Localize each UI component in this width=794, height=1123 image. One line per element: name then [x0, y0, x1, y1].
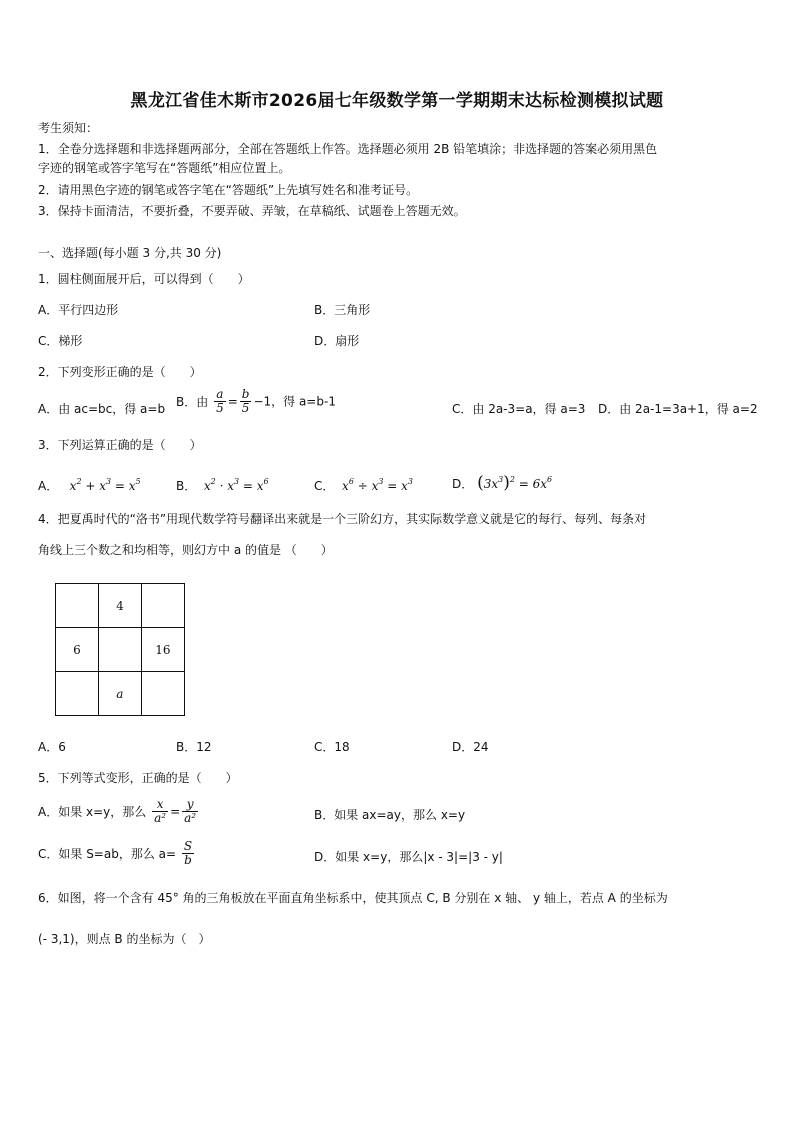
- option-label: D．: [452, 477, 474, 491]
- q1-stem: 1．圆柱侧面展开后，可以得到（ ）: [38, 272, 250, 286]
- q3-option-d: [452, 472, 552, 492]
- fraction-denominator: b: [184, 853, 192, 867]
- q2-option-c: C．由 2a-3=a，得 a=3: [452, 402, 586, 416]
- q1-option-c: C．梯形: [38, 334, 83, 348]
- q3-expr-b: $x^2 \cdot x^3 = x^6$: [200, 477, 269, 493]
- magic-square-cell: [98, 628, 141, 672]
- q2-fraction-b-over-5: [240, 388, 252, 415]
- notice-item-2: 2．请用黑色字迹的钢笔或答字笔在“答题纸”上先填写姓名和准考证号。: [38, 183, 419, 197]
- section-heading: 一、选择题(每小题 3 分,共 30 分): [38, 246, 222, 260]
- q4-stem-line-2: 角线上三个数之和均相等，则幻方中 a 的值是 （ ）: [38, 543, 333, 557]
- q4-option-b: B．12: [176, 740, 212, 754]
- magic-square-cell: 6: [56, 628, 99, 672]
- q5-option-a: [38, 798, 200, 825]
- fraction-numerator: b: [241, 387, 250, 401]
- q6-stem-line-1: 6．如图，将一个含有 45° 角的三角板放在平面直角坐标系中，使其顶点 C, B 分别在 x 轴、 y 轴上，若点 A 的坐标为: [38, 891, 668, 905]
- fraction-numerator: S: [183, 839, 193, 853]
- q5-option-b: B．如果 ax=ay，那么 x=y: [314, 808, 466, 822]
- magic-square-cell: a: [98, 672, 141, 716]
- magic-square-cell: 4: [98, 584, 141, 628]
- q3-expr-c: $x^6 \div x^3 = x^3$: [338, 477, 413, 493]
- fraction-denominator: 5: [241, 401, 250, 415]
- fraction-denominator: a²: [154, 811, 167, 825]
- equals-sign: =: [227, 394, 238, 409]
- q3-stem: 3．下列运算正确的是（ ）: [38, 438, 202, 452]
- q5-fraction-y-over-a2: [182, 798, 198, 825]
- q6-stem-line-2: (- 3,1)，则点 B 的坐标为（ ）: [38, 932, 211, 946]
- page-title: 黑龙江省佳木斯市2026届七年级数学第一学期期末达标检测模拟试题: [130, 91, 664, 111]
- q5-fraction-s-over-b: [182, 840, 194, 867]
- q1-option-d: D．扇形: [314, 334, 360, 348]
- q3-expr-a: $x^2 + x^3 = x^5$: [62, 477, 141, 493]
- fraction-numerator: a: [214, 388, 226, 402]
- q5-stem: 5．下列等式变形，正确的是（ ）: [38, 771, 238, 785]
- fraction-denominator: 5: [216, 401, 224, 415]
- q2-stem: 2．下列变形正确的是（ ）: [38, 365, 202, 379]
- q4-option-a: A．6: [38, 740, 66, 754]
- q1-option-b: B．三角形: [314, 303, 371, 317]
- fraction-denominator: a²: [184, 811, 197, 825]
- notice-item-3: 3．保持卡面清洁，不要折叠，不要弄破、弄皱，在草稿纸、试题卷上答题无效。: [38, 204, 466, 218]
- fraction-numerator: x: [152, 798, 168, 812]
- q3-option-c: [314, 474, 413, 494]
- q5-option-d: D．如果 x=y，那么|x - 3|=|3 - y|: [314, 850, 503, 864]
- notice-item-1: 1．全卷分选择题和非选择题两部分，全部在答题纸上作答。选择题必须用 2B 铅笔填涂；非选择题的答案必须用黑色: [38, 142, 658, 156]
- q3-option-a: [38, 474, 141, 494]
- q4-option-d: D．24: [452, 740, 489, 754]
- magic-square-cell: [141, 672, 184, 716]
- option-label: B．: [176, 479, 197, 493]
- q3-expr-d: $(3x^3)^2 = 6x^6$: [477, 473, 553, 493]
- q2-option-b-label: B．由: [176, 394, 209, 409]
- notice-item-1-cont: 字迹的钢笔或答字笔写在“答题纸”相应位置上。: [38, 161, 291, 175]
- notice-heading: 考生须知：: [38, 121, 99, 135]
- equals-sign: =: [170, 804, 181, 819]
- q5-option-c: [38, 840, 196, 867]
- q5-option-a-label: A．如果 x=y，那么: [38, 804, 147, 819]
- option-label: A．: [38, 479, 59, 493]
- magic-square-cell: 16: [141, 628, 184, 672]
- q3-option-b: [176, 474, 269, 494]
- q5-fraction-x-over-a2: [152, 798, 168, 825]
- magic-square-cell: [56, 672, 99, 716]
- q5-option-c-label: C．如果 S=ab，那么 a=: [38, 846, 177, 861]
- q1-option-a: A．平行四边形: [38, 303, 119, 317]
- q2-option-b-tail: −1，得 a=b-1: [253, 394, 336, 409]
- q4-option-c: C．18: [314, 740, 350, 754]
- option-label: C．: [314, 479, 335, 493]
- q2-option-a: A．由 ac=bc，得 a=b: [38, 402, 166, 416]
- q2-option-d: D．由 2a-1=3a+1，得 a=2: [598, 402, 758, 416]
- magic-square-cell: [56, 584, 99, 628]
- q2-fraction-a-over-5: [214, 388, 226, 415]
- magic-square-cell: [141, 584, 184, 628]
- q4-stem-line-1: 4．把夏禹时代的“洛书”用现代数学符号翻译出来就是一个三阶幻方，其实际数学意义就是它的每行、每列、每条对: [38, 512, 647, 526]
- fraction-numerator: y: [182, 798, 198, 812]
- q2-option-b: [176, 388, 336, 415]
- magic-square: [55, 583, 185, 716]
